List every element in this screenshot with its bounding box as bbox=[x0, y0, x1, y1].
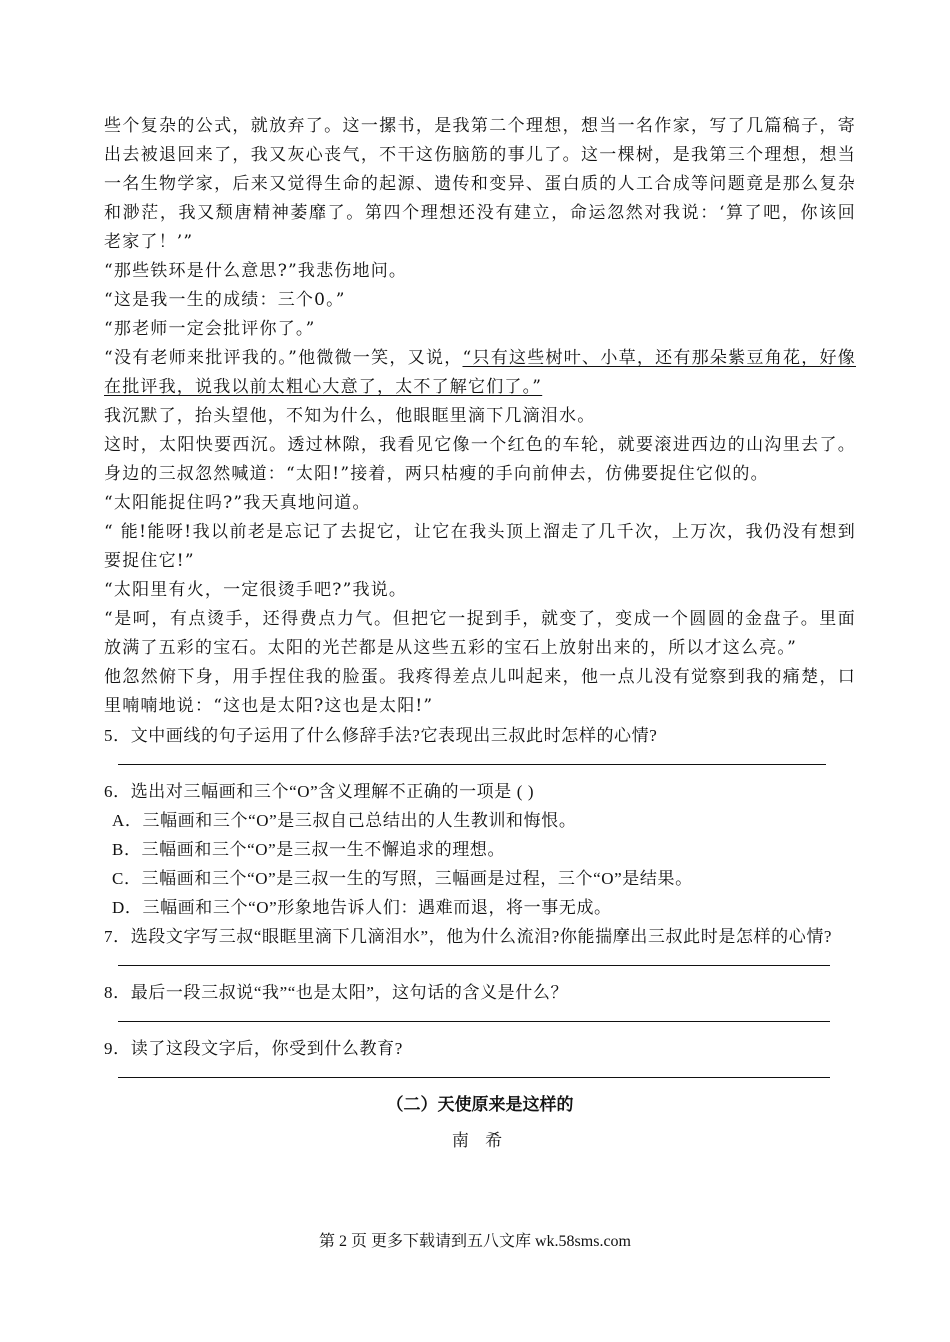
passage-paragraph-6: 我沉默了，抬头望他，不知为什么，他眼眶里滴下几滴泪水。 bbox=[104, 406, 596, 426]
question-7: 7．选段文字写三叔“眼眶里滴下几滴泪水”，他为什么流泪?你能揣摩出三叔此时是怎样的心情? bbox=[104, 927, 833, 946]
passage-paragraph-7: 这时，太阳快要西沉。透过林隙，我看见它像一个红色的车轮，就要滚进西边的山沟里去了。身边的三叔忽然喊道：“太阳!”接着，两只枯瘦的手向前伸去，仿佛要捉住它似的。 bbox=[104, 435, 856, 484]
page-footer: 第 2 页 更多下载请到五八文库 wk.58sms.com bbox=[318, 1233, 631, 1250]
underlined-sentence: “只有这些树叶、小草，还有那朵紫豆角花，好像在批评我，说我以前太粗心大意了，太不了解它们了。” bbox=[104, 348, 856, 397]
question-6-option-b: B．三幅画和三个“O”是三叔一生不懈追求的理想。 bbox=[112, 840, 506, 859]
passage-paragraph-2: “那些铁环是什么意思?”我悲伤地问。 bbox=[104, 261, 408, 281]
passage-paragraph-9: “ 能!能呀!我以前老是忘记了去捉它，让它在我头顶上溜走了几千次，上万次，我仍没有想到要捉住它!” bbox=[104, 522, 856, 571]
question-6-option-c: C．三幅画和三个“O”是三叔一生的写照，三幅画是过程，三个“O”是结果。 bbox=[112, 869, 693, 888]
passage-paragraph-3: “这是我一生的成绩：三个0。” bbox=[104, 290, 346, 310]
passage-paragraph-5-lead: “没有老师来批评我的。”他微微一笑，又说， bbox=[104, 348, 463, 368]
question-8: 8．最后一段三叔说“我”“也是太阳”，这句话的含义是什么？ bbox=[104, 983, 569, 1002]
answer-line-5[interactable] bbox=[118, 764, 826, 765]
passage-paragraph-8: “太阳能捉住吗?”我天真地问道。 bbox=[104, 493, 371, 513]
question-6-option-a: A．三幅画和三个“O”是三叔自己总结出的人生教训和悔恨。 bbox=[112, 811, 577, 830]
question-6: 6．选出对三幅画和三个“O”含义理解不正确的一项是 ( ) bbox=[104, 782, 535, 801]
question-5: 5．文中画线的句子运用了什么修辞手法?它表现出三叔此时怎样的心情? bbox=[104, 726, 658, 745]
passage-paragraph-4: “那老师一定会批评你了。” bbox=[104, 319, 316, 339]
answer-line-9[interactable] bbox=[118, 1077, 830, 1078]
answer-line-7[interactable] bbox=[118, 965, 830, 966]
answer-line-8[interactable] bbox=[118, 1021, 830, 1022]
section-author: 南 希 bbox=[451, 1131, 509, 1150]
passage-paragraph-1: 些个复杂的公式，就放弃了。这一摞书，是我第二个理想，想当一名作家，写了几篇稿子，寄出去被退回来了，我又灰心丧气，不干这伤脑筋的事儿了。这一棵树，是我第三个理想，想当一名生物学家，后来又觉得生命的起源、遗传和变异、蛋白质的人工合成等问题竟是那么复杂和渺茫，我又颓唐精神萎靡了。第四个理想还没有建立，命运忽然对我说：‘算了吧，你该回老家了！’” bbox=[104, 116, 856, 252]
document-content bbox=[104, 112, 856, 1156]
question-9: 9．读了这段文字后，你受到什么教育? bbox=[104, 1039, 403, 1058]
passage-paragraph-5 bbox=[104, 344, 856, 402]
passage-paragraph-11: “是呵，有点烫手，还得费点力气。但把它一捉到手，就变了，变成一个圆圆的金盘子。里面放满了五彩的宝石。太阳的光芒都是从这些五彩的宝石上放射出来的，所以才这么亮。” bbox=[104, 609, 856, 658]
question-6-option-d: D．三幅画和三个“O”形象地告诉人们：遇难而退，将一事无成。 bbox=[112, 898, 612, 917]
passage-paragraph-10: “太阳里有火，一定很烫手吧?”我说。 bbox=[104, 580, 408, 600]
passage-paragraph-12: 他忽然俯下身，用手捏住我的脸蛋。我疼得差点儿叫起来，他一点儿没有觉察到我的痛楚，口里喃喃地说：“这也是太阳?这也是太阳!” bbox=[104, 667, 856, 716]
section-title: （二）天使原来是这样的 bbox=[386, 1095, 574, 1114]
